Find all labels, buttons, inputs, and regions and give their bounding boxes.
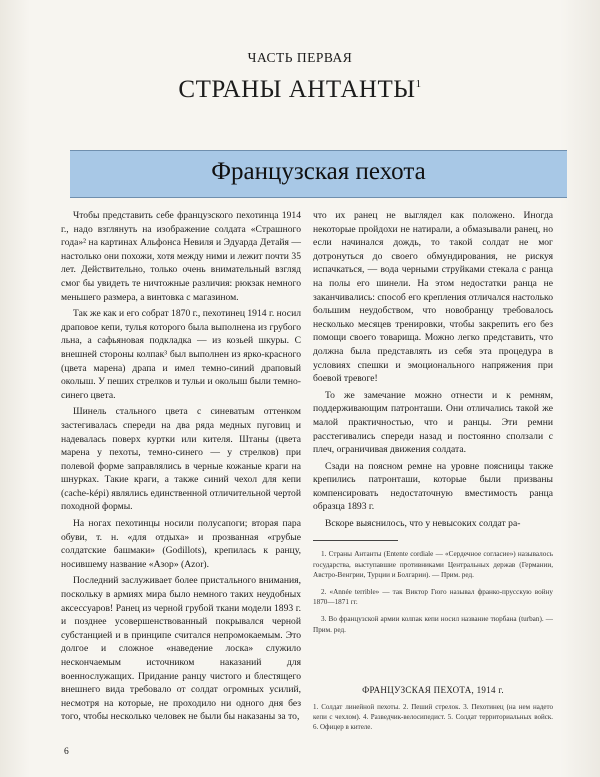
section-banner [70,150,567,198]
footnote: 2. «Année terrible» — так Виктор Гюго называл франко-прусскую войну 1870—1871 гг. [313,587,553,607]
paragraph: То же замечание можно отнести и к ремням, поддерживающим патронташи. Они отличались такой же малой практичностью, что и ранцы. Эти ремни расстегивались спереди назад и постоянно сползали с плеч, ограничивая движения солдата. [313,389,553,456]
footnote: 3. Во французской армии колпак кепи носил название тюрбана (turban). — Прим. ред. [313,614,553,634]
illustration-caption-title: ФРАНЦУЗСКАЯ ПЕХОТА, 1914 г. [362,685,504,695]
paragraph: Последний заслуживает более пристального внимания, поскольку в армиях мира было немного таких неудобных аксессуаров! Ранец из черной грубой ткани модели 1893 г. и позднее усовершенствованный покрывался черной субстанцией и в принципе считался непромокаемым. Это долгое и сложное «наведение лоска» служило нескончаемым источником наказаний для военнослужащих. Придание ранцу чистого и блестящего внешнего вида требовало от солдат огромных усилий, несмотря на которые, не проходило ни одного дня без того, чтобы несколько человек не были бы наказаны за то, [61,575,301,723]
page-number: 6 [64,747,69,757]
section-title: Французская пехота [211,158,426,185]
illustration-caption-text: 1. Солдат линейной пехоты. 2. Пеший стрелок. 3. Пехотинец (на нем надето кепи с чехлом). 4. Разведчик-велосипедист. 5. Солдат территориальных войск. 6. Офицер в кителе. [313,703,553,731]
paragraph: Шинель стального цвета с синеватым оттенком застегивалась спереди на два ряда медных пуговиц и надевалась поверх куртки или кителя. Штаны (цвета марена у пехоты, темно-синего — у стрелков) при полевой форме заправлялись в черные кожаные краги на шнурках. Такие краги, а также синий чехол для кепи (cache-képi) являлись единственной отличительной чертой походной формы. [61,406,301,513]
footnotes [313,540,553,641]
part-title [0,76,600,104]
footnote: 1. Страны Антанты (Entente cordiale — «Сердечное согласие») называлось государства, выступавшие противниками Центральных держав (Германии, Австро-Венгрии, Турции и Болгарии). — Прим. ред. [313,550,553,580]
paragraph: Вскоре выяснилось, что у невысоких солдат ра- [325,518,521,530]
footnote-divider [313,540,398,541]
part-title-footnote-mark: 1 [415,78,422,90]
paragraph: Так же как и его собрат 1870 г., пехотинец 1914 г. носил драповое кепи, тулья которого была выполнена из грубого льна, а сафьяновая подкладка — из козьей шкуры. С внешней стороны колпак³ был выполнен из ярко-красного (цвета марена) драпа и имел темно-синий драповый околыш. У пеших стрелков и тульи и околыш были темно-синего цвета. [61,308,301,401]
left-text-column [61,209,301,727]
paragraph: На ногах пехотинцы носили полусапоги; вторая пара обуви, т. н. «для отдыха» и прозванная «грубые солдатские башмаки» (Godillots), крепилась к ранцу, носившему название «Азор» (Azor). [61,518,301,570]
paragraph-continued: что их ранец не выглядел как положено. Иногда некоторые пройдохи не натирали, а обмазывали ранец, но если начинался дождь, то такой солдат не мог дотронуться до своего обмундирования, не рискуя испачкаться, — вода черными струйками стекала с ранца на полы его шинели. На этом недостатки ранца не заканчивались: способ его крепления отличался настолько большим неудобством, что новобранцу требовалось несколько месяцев тренировки, чтобы закрепить его без помощи своего товарища. Можно легко представить, что должна была представлять из себя эта процедура в условиях спешки и эмоционального напряжения при боевой тревоге! [313,210,553,385]
right-text-column [313,209,553,534]
part-label: ЧАСТЬ ПЕРВАЯ [247,50,353,65]
part-title-text: СТРАНЫ АНТАНТЫ [178,76,416,103]
paragraph: Сзади на поясном ремне на уровне поясницы также крепились патронташи, которые были призваны компенсировать недостаточную вместимость ранца образца 1893 г. [313,460,553,513]
paragraph: Чтобы представить себе французского пехотинца 1914 г., надо взглянуть на изображение солдата «Страшного года»² на картинах Альфонса Невиля и Эдуарда Детайя — настолько они похожи, хотя между ними и лежит почти 35 лет. Действительно, только очень внимательный взгляд смог бы увидеть те ничтожные различия: рюкзак немного меньшего размера, а винтовка с магазином. [61,210,301,303]
